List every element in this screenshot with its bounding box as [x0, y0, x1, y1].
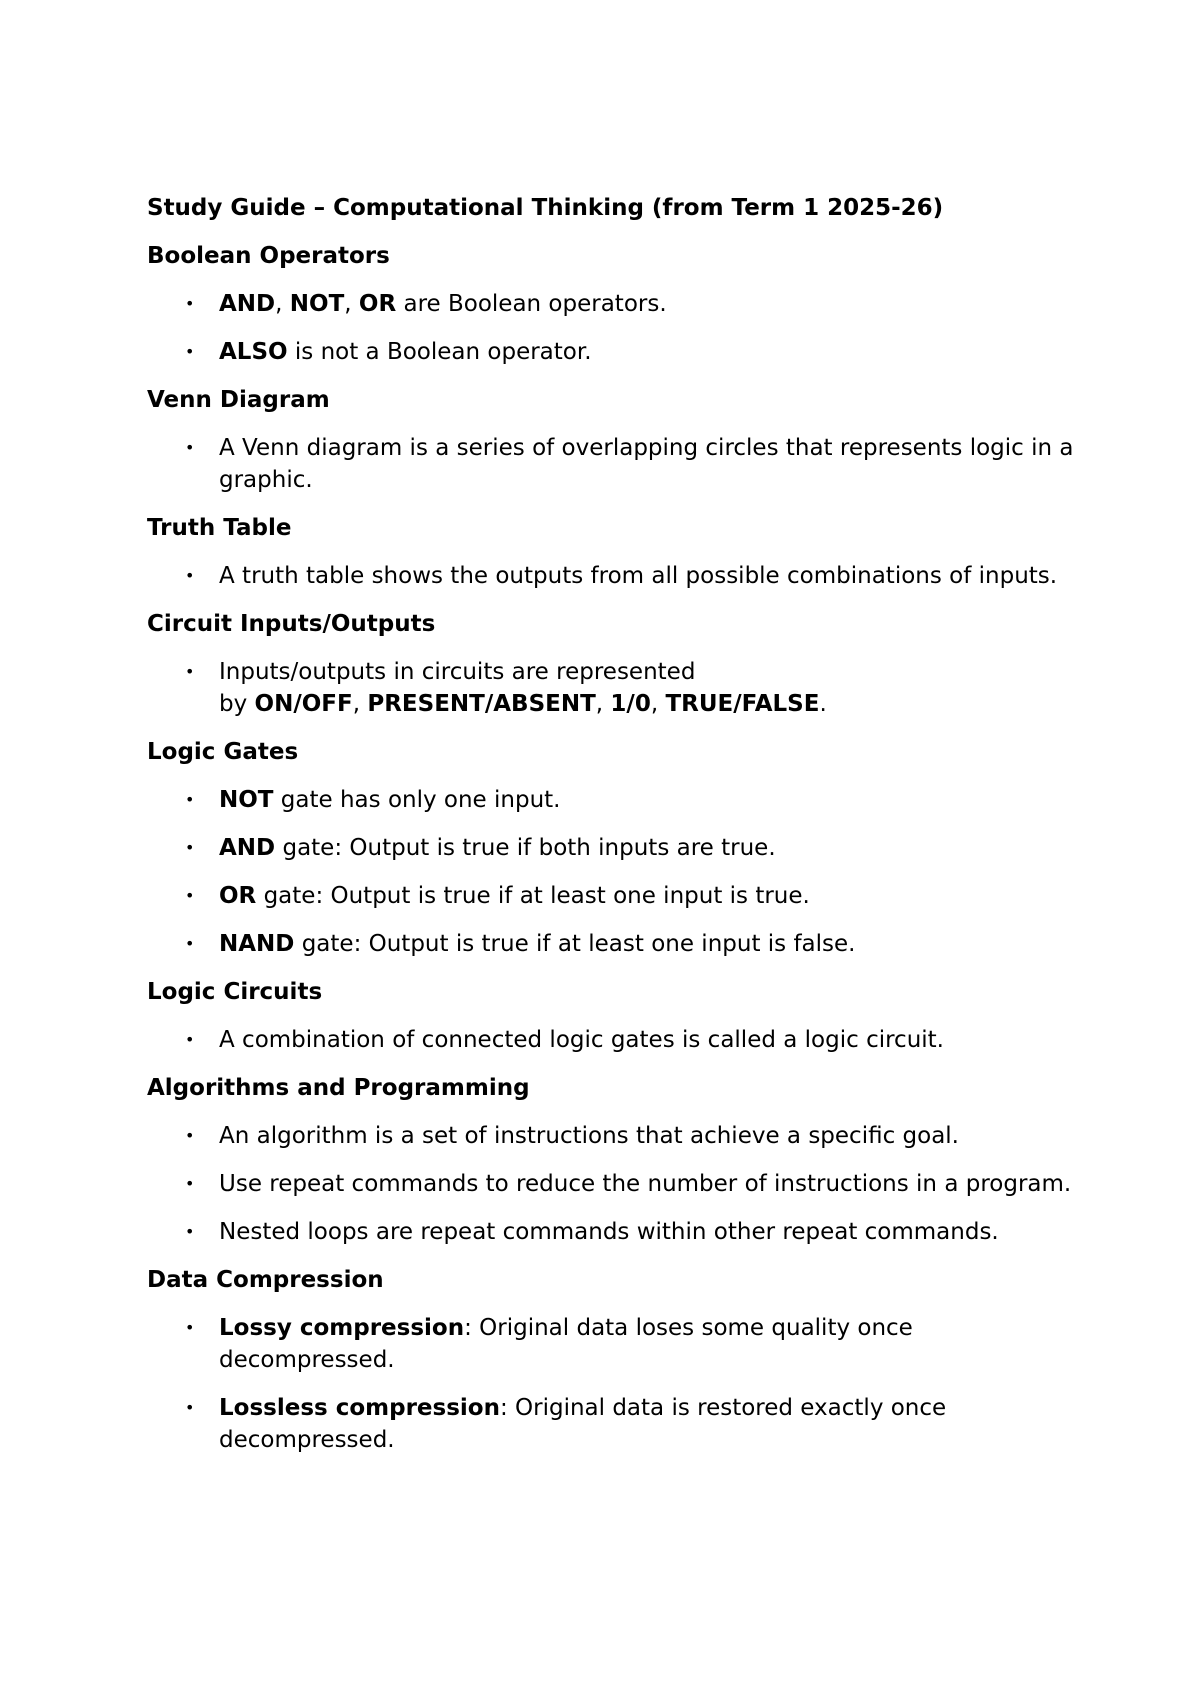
bullet-text: Nested loops are repeat commands within other repeat commands. — [219, 1219, 999, 1245]
bullet-text: gate: Output is true if both inputs are true. — [275, 835, 776, 861]
bullet-item — [147, 1312, 1077, 1376]
bullet-item — [147, 1024, 1077, 1056]
bullet-text: A truth table shows the outputs from all possible combinations of inputs. — [219, 563, 1058, 589]
bullet-text: by — [219, 691, 255, 717]
bullet-text: A combination of connected logic gates is called a logic circuit. — [219, 1027, 944, 1053]
document-body — [147, 192, 1077, 1472]
bullet-dot-icon: • — [185, 886, 195, 905]
bullet-item — [147, 1392, 1077, 1456]
bullet-dot-icon: • — [185, 1126, 195, 1145]
section-heading: Boolean Operators — [147, 243, 390, 269]
bullet-list — [147, 656, 1077, 720]
bold-term: Lossless compression — [219, 1395, 500, 1421]
bullet-dot-icon: • — [185, 1222, 195, 1241]
bullet-dot-icon: • — [185, 1398, 195, 1417]
section-heading: Circuit Inputs/Outputs — [147, 611, 436, 637]
section-heading: Data Compression — [147, 1267, 384, 1293]
bullet-text: : Original data loses some quality once decompressed. — [219, 1315, 913, 1373]
bullet-text: , — [344, 291, 359, 317]
bullet-item — [147, 880, 1077, 912]
bold-term: NAND — [219, 931, 295, 957]
bullet-item — [147, 1216, 1077, 1248]
bold-term: NOT — [289, 291, 345, 317]
bold-term: TRUE/FALSE — [665, 691, 820, 717]
document-title: Study Guide – Computational Thinking (from Term 1 2025-26) — [147, 195, 944, 221]
bullet-dot-icon: • — [185, 790, 195, 809]
bullet-list — [147, 1024, 1077, 1056]
bullet-item — [147, 1168, 1077, 1200]
bullet-dot-icon: • — [185, 438, 195, 457]
bullet-text: , — [275, 291, 290, 317]
bullet-text: , — [595, 691, 611, 717]
bullet-dot-icon: • — [185, 838, 195, 857]
bold-term: NOT — [219, 787, 274, 813]
bullet-text: An algorithm is a set of instructions that achieve a specific goal. — [219, 1123, 959, 1149]
bold-term: ALSO — [219, 339, 288, 365]
bullet-list — [147, 784, 1077, 960]
bullet-text: : Original data is restored exactly once decompressed. — [219, 1395, 947, 1453]
bullet-text: Inputs/outputs in circuits are represented — [219, 659, 696, 685]
bullet-dot-icon: • — [185, 662, 195, 681]
bullet-text: gate has only one input. — [273, 787, 561, 813]
bullet-list — [147, 1312, 1077, 1456]
bullet-item — [147, 928, 1077, 960]
bold-term: 1/0 — [610, 691, 651, 717]
bullet-list — [147, 432, 1077, 496]
bullet-text: are Boolean operators. — [396, 291, 667, 317]
bullet-dot-icon: • — [185, 1174, 195, 1193]
bullet-dot-icon: • — [185, 566, 195, 585]
section-heading: Algorithms and Programming — [147, 1075, 530, 1101]
bullet-text: . — [819, 691, 827, 717]
bullet-item — [147, 1120, 1077, 1152]
bullet-item — [147, 288, 1077, 320]
bullet-text: Use repeat commands to reduce the number of instructions in a program. — [219, 1171, 1072, 1197]
bullet-item — [147, 784, 1077, 816]
bullet-text: gate: Output is true if at least one input is true. — [256, 883, 810, 909]
section-heading: Logic Gates — [147, 739, 299, 765]
bullet-text: gate: Output is true if at least one input is false. — [294, 931, 856, 957]
bullet-text: is not a Boolean operator. — [287, 339, 592, 365]
bold-term: OR — [219, 883, 257, 909]
bold-term: OR — [358, 291, 397, 317]
bullet-dot-icon: • — [185, 342, 195, 361]
bold-term: Lossy compression — [219, 1315, 465, 1341]
bullet-dot-icon: • — [185, 1030, 195, 1049]
bullet-text: , — [352, 691, 368, 717]
bullet-list — [147, 1120, 1077, 1248]
bold-term: AND — [219, 291, 276, 317]
bold-term: PRESENT/ABSENT — [367, 691, 596, 717]
bold-term: AND — [219, 835, 276, 861]
bullet-item — [147, 656, 1077, 720]
bullet-item — [147, 832, 1077, 864]
bullet-dot-icon: • — [185, 934, 195, 953]
bullet-dot-icon: • — [185, 1318, 195, 1337]
section-heading: Truth Table — [147, 515, 292, 541]
bullet-text: , — [650, 691, 666, 717]
bullet-item — [147, 336, 1077, 368]
bullet-text: A Venn diagram is a series of overlapping circles that represents logic in a graphic. — [219, 435, 1074, 493]
bullet-item — [147, 432, 1077, 496]
bullet-list — [147, 560, 1077, 592]
section-heading: Logic Circuits — [147, 979, 323, 1005]
bullet-list — [147, 288, 1077, 368]
bullet-item — [147, 560, 1077, 592]
section-heading: Venn Diagram — [147, 387, 330, 413]
bullet-dot-icon: • — [185, 294, 195, 313]
bold-term: ON/OFF — [254, 691, 353, 717]
